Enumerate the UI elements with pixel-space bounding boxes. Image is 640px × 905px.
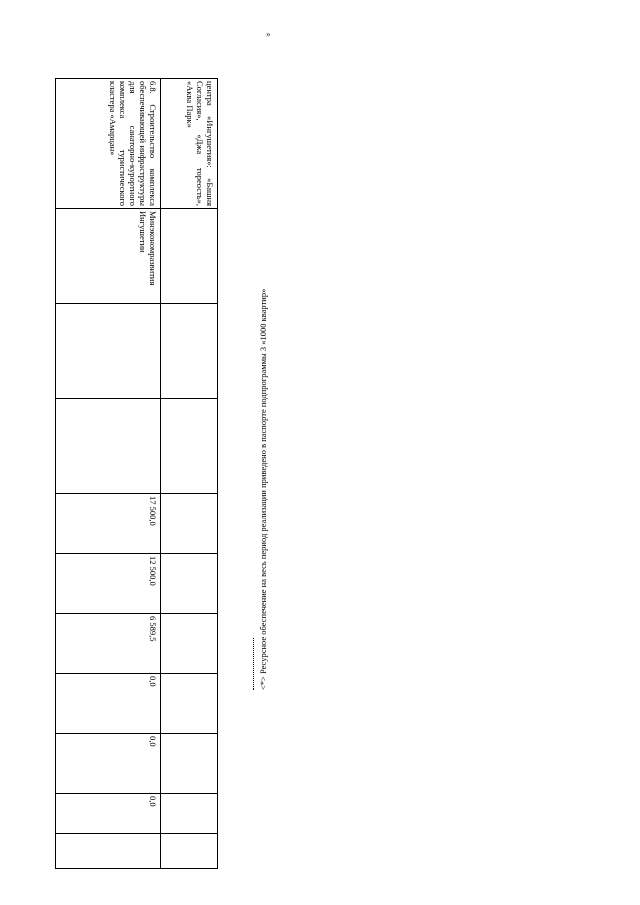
row-value-cell xyxy=(161,614,218,674)
row-value-cell xyxy=(161,674,218,734)
row-value-cell xyxy=(161,734,218,794)
row-value-cell: 0,0 xyxy=(56,794,161,834)
row-value-cell xyxy=(161,304,218,399)
row-value-cell xyxy=(161,834,218,869)
row-value-cell: 6 589,5 xyxy=(56,614,161,674)
row-value-cell: 0,0 xyxy=(56,674,161,734)
row-value-cell xyxy=(56,304,161,399)
rotated-table-container xyxy=(0,78,215,868)
footnote-separator xyxy=(253,638,254,690)
row-value-cell xyxy=(161,794,218,834)
row-executor-cell xyxy=(161,209,218,304)
row-value-cell xyxy=(56,834,161,869)
row-value-cell: 12 500,0 xyxy=(56,554,161,614)
page-top-mark: » xyxy=(266,29,271,39)
row-value-cell: 0,0 xyxy=(56,734,161,794)
row-value-cell xyxy=(161,494,218,554)
row-name-cell: 6.8. Строительство комплекса обеспечивающей инфраструктуры для санаторно-курортного комплекса туристического кластера «Амарцан» xyxy=(56,79,161,209)
row-name-cell: центра «Ингушетия»: «Башня Согласия», «Джа тореость», «Аква Парк» xyxy=(161,79,218,209)
row-value-cell: 17 500,0 xyxy=(56,494,161,554)
row-value-cell xyxy=(161,554,218,614)
row-value-cell xyxy=(56,399,161,494)
table-row xyxy=(161,79,218,869)
row-value-cell xyxy=(161,399,218,494)
row-executor-cell: Минэкономразвития Ингушетии xyxy=(56,209,161,304)
footnote-block xyxy=(253,230,293,690)
footnote-text: <*> Ресурсное обеспечение на весь период реализации приведено в паспорте подпрограммы 3 «1000 квартир» xyxy=(258,288,268,690)
table-row xyxy=(56,79,161,869)
program-funding-table xyxy=(55,78,218,869)
